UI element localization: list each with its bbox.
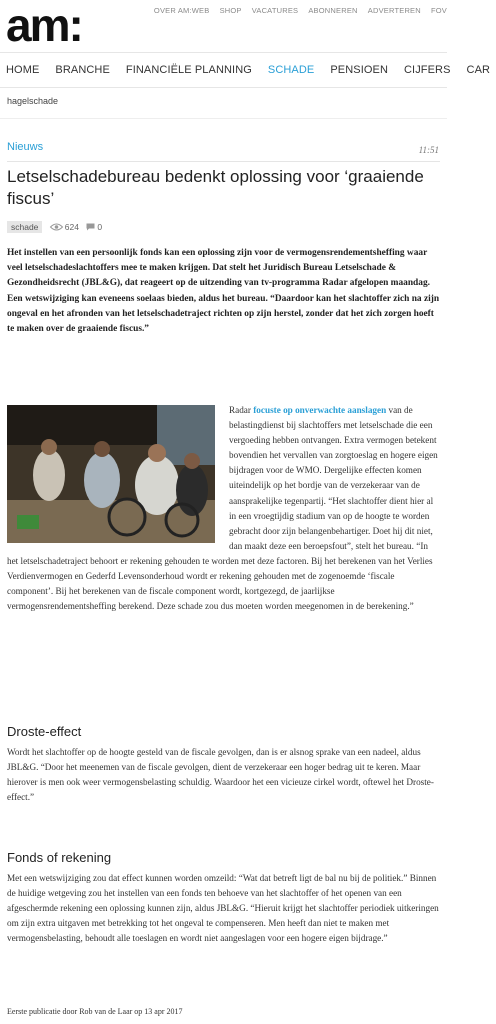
top-link-abonneren[interactable]: ABONNEREN bbox=[308, 6, 358, 15]
top-link-vacatures[interactable]: VACATURES bbox=[251, 6, 299, 15]
top-link-over[interactable]: OVER AM:WEB bbox=[153, 6, 210, 15]
top-link-adverteren[interactable]: ADVERTEREN bbox=[367, 6, 421, 15]
nav-item-cijfers[interactable]: CIJFERS bbox=[404, 64, 451, 76]
paragraph-fonds: Met een wetswijziging zou dat effect kunnen worden omzeild: “Wat dat betreft ligt de bal nu bij de politiek.” Binnen de huidige wetgeving zou het instellen van een fonds ten behoeve van het slachtoffer of het openen van een afgeschermde rekening een oplossing kunnen zijn, aldus JBL&G. “Hieruit krijgt het slachtoffer periodiek uitkeringen om zijn extra uitgaven met betrekking tot het ongeval te compenseren. Men heeft dan niet te maken met vermogensbelasting, behoudt alle toeslagen en wordt niet aangeslagen voor een hogere eigen bijdrage.” bbox=[7, 873, 439, 944]
article-body bbox=[7, 403, 440, 614]
subheading-fonds: Fonds of rekening bbox=[7, 850, 112, 865]
divider bbox=[7, 161, 440, 162]
author-credit: Eerste publicatie door Rob van de Laar op 13 apr 2017 bbox=[7, 1007, 183, 1016]
article-photo bbox=[7, 405, 215, 543]
site-header bbox=[0, 0, 447, 50]
nav-item-branche[interactable]: BRANCHE bbox=[55, 64, 110, 76]
tag-badge[interactable]: schade bbox=[7, 221, 42, 233]
inline-link[interactable]: focuste op onverwachte aanslagen bbox=[253, 405, 387, 415]
paragraph-droste: Wordt het slachtoffer op de hoogte gesteld van de fiscale gevolgen, dan is er alsnog sprake van een nadeel, aldus JBL&G. “Door het meenemen van de fiscale gevolgen, dient de verzekeraar een hoger bedrag uit te keren. Maar hierover is men ook weer vermogensbelasting schuldig. Waardoor het een vicieuze cirkel wordt, oftewel het Droste-effect.” bbox=[7, 747, 434, 803]
eye-icon bbox=[50, 223, 63, 231]
nav-item-financiele-planning[interactable]: FINANCIËLE PLANNING bbox=[125, 64, 252, 76]
nav-item-car[interactable]: CAR bbox=[466, 64, 491, 76]
article-lead: Het instellen van een persoonlijk fonds kan een oplossing zijn voor de vermogensrendementsheffing waar veel letselschadeslachtoffers mee te maken krijgen. Dat stelt het Juridisch Bureau Letselschade & Gezondheidsrecht (JBL&G), dat reageert op de uitzending van tv-programma Radar afgelopen maandag. Een wetswijziging kan eveneens soelaas bieden, aldus het bureau. “Daardoor kan het slachtoffer zich na zijn ongeval en het afronden van het letselschadetraject richten op zijn herstel, zonder dat het zich zorgen hoeft te maken over de graaiende fiscus.” bbox=[7, 248, 440, 335]
breadcrumb[interactable]: hagelschade bbox=[7, 96, 59, 106]
section-label[interactable]: Nieuws bbox=[7, 141, 44, 153]
publish-time: 11:51 bbox=[418, 145, 439, 155]
photo-illustration bbox=[7, 405, 215, 543]
top-link-fov[interactable]: FOV bbox=[430, 6, 447, 15]
nav-item-pensioen[interactable]: PENSIOEN bbox=[330, 64, 388, 76]
top-link-shop[interactable]: SHOP bbox=[219, 6, 242, 15]
top-links bbox=[146, 6, 447, 15]
article-paragraph: Radar focuste op onverwachte aanslagen van de belastingdienst bij slachtoffers met letselschade die een vergoeding hebben ontvangen. Extra vermogen betekent bovendien het vervallen van zorgtoeslag en hogere eigen bijdragen voor de WMO. Dergelijke effecten komen uiteindelijk op het bordje van de verzekeraar van de aansprakelijke tegenpartij. “Het slachtoffer dient hier al in een vroegtijdig stadium van op de hoogte te worden gebracht door zijn belangenbehartiger. Doet hij dit niet, dan maakt deze een beroepsfout”, stelt het bureau. “In het letselschadetraject behoort er rekening gehouden te worden met deze factoren. Bij het berekenen van het Verlies Verdienvermogen en Gederfd Levensonderhoud wordt er rekening gehouden met de zogenoemde ‘fiscale component’. Bij het berekenen van de fiscale component wordt, kortgezegd, de jaarlijkse vermogensrendementsheffing berekend. Deze schade zou dus moeten worden meegenomen in de berekening.” bbox=[7, 405, 438, 612]
view-count: 624 bbox=[64, 222, 79, 232]
nav-item-home[interactable]: HOME bbox=[6, 64, 40, 76]
main-nav bbox=[0, 52, 491, 88]
nav-item-schade[interactable]: SCHADE bbox=[267, 64, 315, 76]
comment-count: 0 bbox=[97, 222, 103, 232]
comment-icon bbox=[86, 223, 95, 231]
article-title: Letselschadebureau bedenkt oplossing voor ‘graaiende fiscus’ bbox=[7, 167, 424, 208]
subheading-droste: Droste-effect bbox=[7, 724, 82, 739]
article-meta bbox=[7, 221, 102, 235]
divider bbox=[0, 118, 447, 119]
site-logo[interactable]: am: bbox=[6, 0, 82, 51]
